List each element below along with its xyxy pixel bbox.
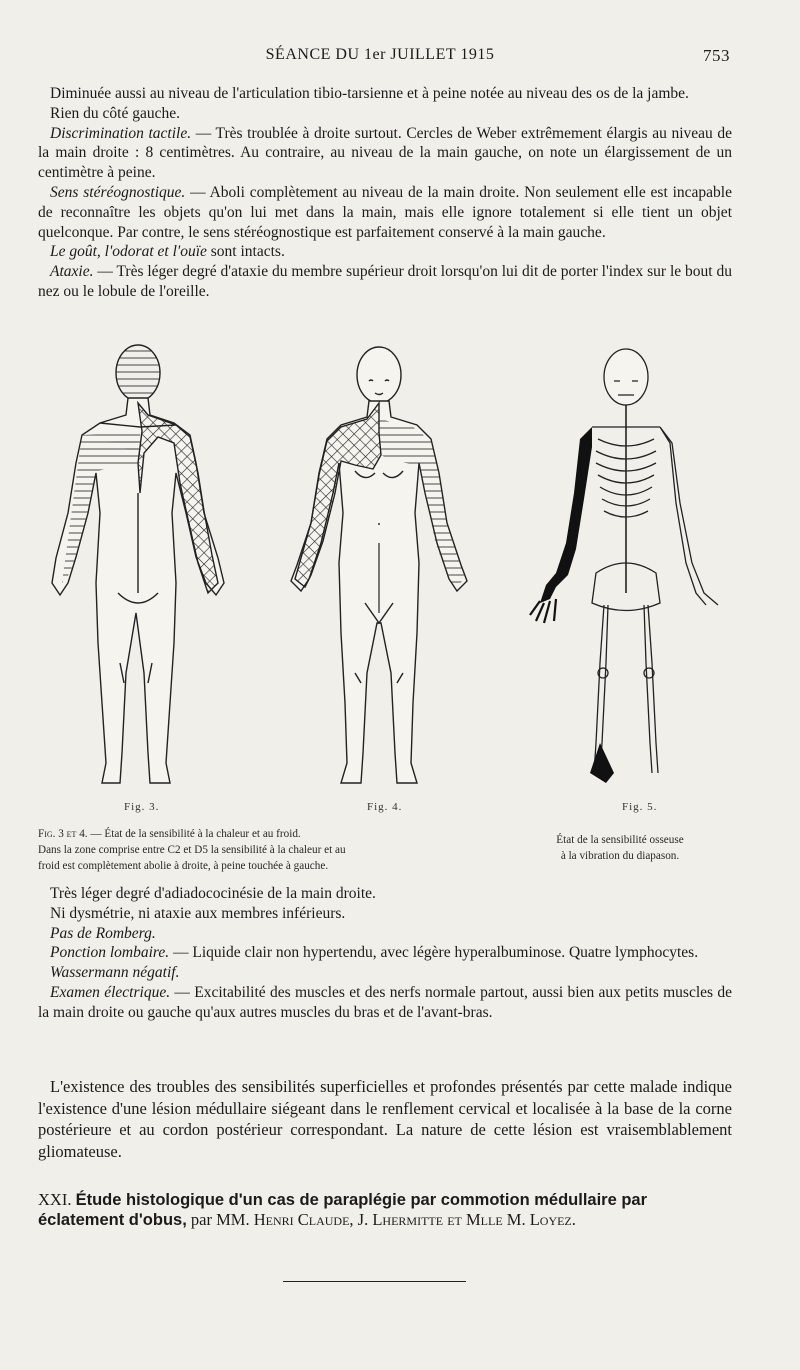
section-title: Étude histologique d'un cas de paraplégie par commotion médullaire par éclatement d'obus, (38, 1191, 648, 1229)
header-title: SÉANCE DU 1er JUILLET 1915 (265, 46, 495, 63)
paragraph: Le goût, l'odorat et l'ouïe sont intacts. (50, 243, 285, 261)
paragraph: Ataxie. — Très léger degré d'ataxie du membre supérieur droit lorsqu'on lui dit de porter l'index sur le bout du nez ou le lobule de l'oreille. (38, 263, 732, 300)
section-authors: Henri Claude, J. Lhermitte et Mlle M. Loyez. (253, 1210, 576, 1229)
paragraph: Ni dysmétrie, ni ataxie aux membres inférieurs. (50, 904, 346, 922)
paragraph: Pas de Romberg. (50, 924, 156, 942)
paragraph: Discrimination tactile. — Très troublée à droite surtout. Cercles de Weber extrêmement élargis au niveau de la main droite : 8 centimètres. Au contraire, au niveau de la main gauche, on note un élargissement de un centimètre à peine. (38, 124, 732, 182)
section-rule (283, 1281, 466, 1282)
fig4-front-body-drawing (275, 343, 485, 793)
paragraph: Sens stéréognostique. — Aboli complètement au niveau de la main droite. Non seulement elle est incapable de reconnaître les objets qu'on lui met dans la main, mais elle ignore totalement si elle tient un objet quelconque. Par contre, le sens stéréognostique est parfaitement conservé à la main gauche. (38, 183, 732, 241)
page-number: 753 (703, 46, 730, 65)
caption-fig5: État de la sensibilité osseuse à la vibration du diapason. (556, 834, 684, 862)
figure-3 (40, 343, 250, 813)
paragraph: Examen électrique. — Excitabilité des muscles et des nerfs normale partout, aussi bien aux petits muscles de la main droite ou gauche qu'aux autres muscles du bras et de l'avant-bras. (38, 983, 733, 1021)
figure-4 (275, 343, 485, 813)
fig3-back-body-drawing (40, 343, 250, 793)
fig3-label: Fig. 3. (124, 801, 160, 813)
figures-row (30, 343, 770, 813)
fig5-label: Fig. 5. (622, 801, 658, 813)
paragraph: Diminuée aussi au niveau de l'articulation tibio-tarsienne et à peine notée au niveau des os de la jambe. (50, 85, 689, 102)
running-header (30, 46, 730, 68)
paragraph: Ponction lombaire. — Liquide clair non hypertendu, avec légère hyperalbuminose. Quatre lymphocytes. (50, 944, 699, 962)
fig4-label: Fig. 4. (367, 801, 403, 813)
paragraph: Wassermann négatif. (50, 964, 180, 982)
section-title-block: XXI. Étude histologique d'un cas de paraplégie par commotion médullaire par éclatement d'obus, par MM. Henri Claude, J. Lhermitte et Mlle M. Loyez. (38, 1190, 648, 1229)
paragraph: Très léger degré d'adiadococinésie de la main droite. (50, 885, 376, 902)
text-block-top (38, 84, 732, 302)
figure-5 (510, 343, 740, 813)
conclusion-paragraph: L'existence des troubles des sensibilités superficielles et profondes présentés par cette malade indique l'existence d'une lésion médullaire siégeant dans le renflement cervical et localisée à la base de la corne postérieure et au cordon postérieur correspondant. La nature de cette lésion est vraisemblablement gliomateuse. (38, 1077, 732, 1161)
fig5-skeleton-drawing (510, 343, 740, 793)
section-number: XXI. (38, 1190, 72, 1209)
text-block-middle (38, 884, 732, 1023)
paragraph: Rien du côté gauche. (50, 104, 180, 122)
caption-fig3-4: Fig. 3 et 4. — État de la sensibilité à la chaleur et au froid. Dans la zone comprise entre C2 et D5 la sensibilité à la chaleur et au froid est complètement abolie à droite, à peine touchée à gauche. (38, 828, 346, 872)
